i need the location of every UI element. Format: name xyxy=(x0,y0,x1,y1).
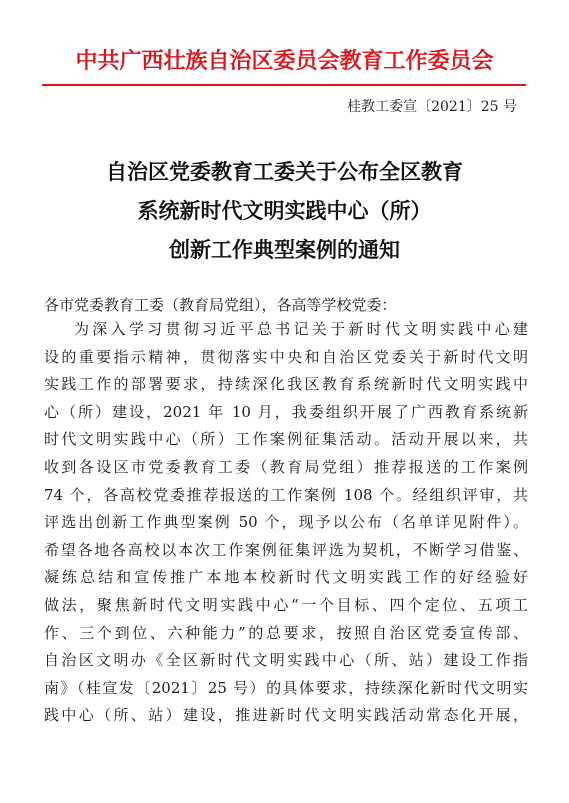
body-line: 凝练总结和宣传推广本地本校新时代文明实践工作的好经验好 xyxy=(44,568,528,587)
body-line: 74 个，各高校党委推荐报送的工作案例 108 个。经组织评审，共 xyxy=(44,485,528,504)
document-number: 桂教工委宣〔2021〕25 号 xyxy=(347,99,517,115)
body-line: 为深入学习贯彻习近平总书记关于新时代文明实践中心建 xyxy=(74,320,528,338)
body-line: 自治区文明办《全区新时代文明实践中心（所、站）建设工作指 xyxy=(44,651,528,670)
body-line: 践中心（所、站）建设，推进新时代文明实践活动常态化开展， xyxy=(44,706,528,725)
issuing-organization-header: 中共广西壮族自治区委员会教育工作委员会 xyxy=(75,48,494,74)
body-line: 实践工作的部署要求，持续深化我区教育系统新时代文明实践中 xyxy=(44,375,528,394)
title-line: 系统新时代文明实践中心（所） xyxy=(137,198,432,223)
body-line: 收到各设区市党委教育工委（教育局党组）推荐报送的工作案例 xyxy=(44,457,528,476)
body-line: 做法，聚焦新时代文明实践中心“一个目标、四个定位、五项工 xyxy=(44,595,528,614)
red-header-rule xyxy=(42,84,526,86)
body-line: 南》（桂宣发〔2021〕25 号）的具体要求，持续深化新时代文明实 xyxy=(44,678,528,697)
body-line: 心（所）建设，2021 年 10 月，我委组织开展了广西教育系统新 xyxy=(44,402,528,421)
body-line: 评选出创新工作典型案例 50 个，现予以公布（名单详见附件）。 xyxy=(44,513,528,532)
body-paragraph xyxy=(44,316,528,730)
salutation: 各市党委教育工委（教育局党组），各高等学校党委： xyxy=(44,296,397,314)
title-line: 自治区党委教育工委关于公布全区教育 xyxy=(106,159,463,184)
title-line: 创新工作典型案例的通知 xyxy=(169,237,400,262)
document-title xyxy=(0,152,569,269)
body-line: 希望各地各高校以本次工作案例征集评选为契机，不断学习借鉴、 xyxy=(44,540,528,559)
body-line: 时代文明实践中心（所）工作案例征集活动。活动开展以来，共 xyxy=(44,430,528,449)
body-line: 设的重要指示精神，贯彻落实中央和自治区党委关于新时代文明 xyxy=(44,347,528,366)
body-line: 作、三个到位、六种能力”的总要求，按照自治区党委宣传部、 xyxy=(44,623,528,642)
